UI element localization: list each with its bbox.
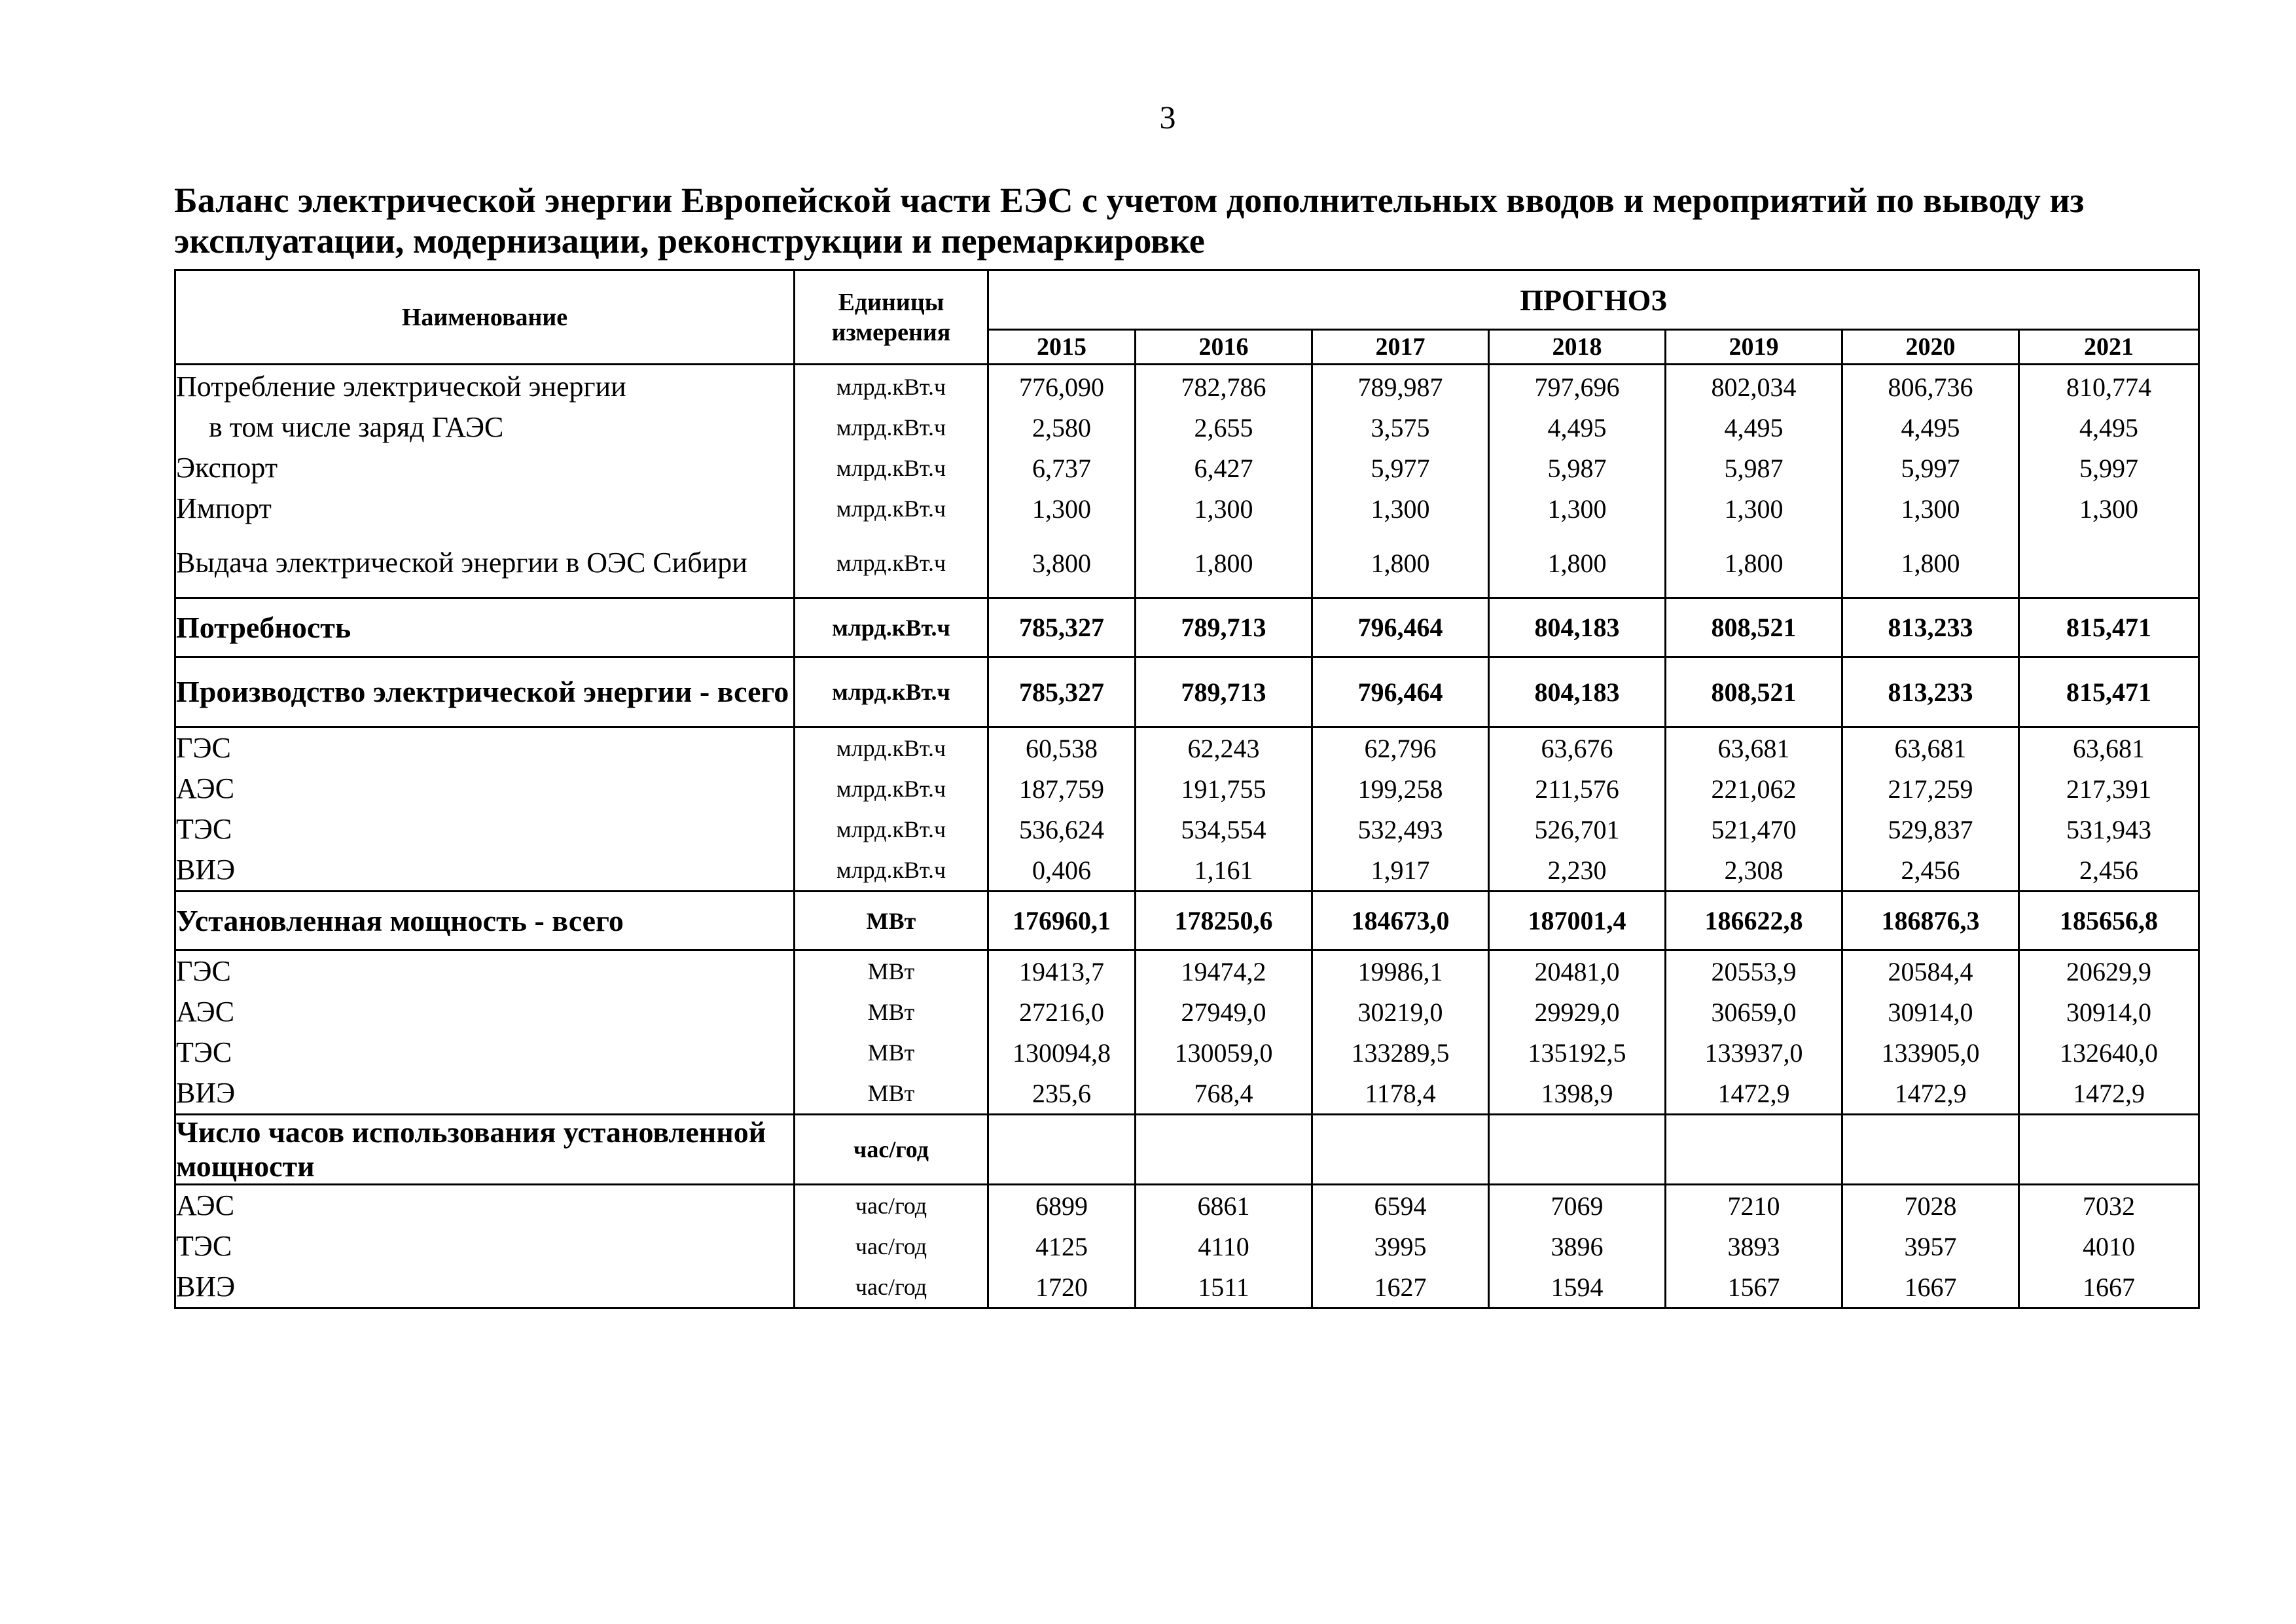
row-name: ТЭС [175,1032,795,1073]
value-cell: 199,258 [1312,768,1489,809]
value-cell: 789,713 [1136,657,1312,727]
value-cell: 19413,7 [988,950,1136,992]
row-name: АЭС [175,1185,795,1227]
table-row [175,598,2199,657]
value-cell: 1178,4 [1312,1073,1489,1115]
value-cell: 4,495 [1842,407,2019,448]
value-cell: 6594 [1312,1185,1489,1227]
value-cell: 20629,9 [2019,950,2199,992]
row-unit: МВт [795,992,988,1032]
value-cell: 5,977 [1312,448,1489,488]
table-row [175,1032,2199,1073]
value-cell: 3957 [1842,1226,2019,1267]
header-units: Единицы измерения [795,270,988,365]
table-row [175,850,2199,892]
value-cell: 782,786 [1136,365,1312,408]
value-cell: 4,495 [2019,407,2199,448]
value-cell: 785,327 [988,657,1136,727]
header-year: 2018 [1489,330,1666,365]
value-cell: 1,300 [1489,488,1666,529]
value-cell [2019,529,2199,598]
row-unit: млрд.кВт.ч [795,529,988,598]
value-cell: 532,493 [1312,809,1489,850]
value-cell: 217,391 [2019,768,2199,809]
value-cell: 187001,4 [1489,892,1666,950]
document-title: Баланс электрической энергии Европейской части ЕЭС с учетом дополнительных вводов и мероприятий по выводу из эксплуатации, модернизации, реконструкции и перемаркировке [174,181,2085,261]
value-cell: 187,759 [988,768,1136,809]
value-cell [1489,1115,1666,1185]
value-cell: 191,755 [1136,768,1312,809]
value-cell: 3893 [1666,1226,1842,1267]
row-unit: млрд.кВт.ч [795,768,988,809]
table-row [175,992,2199,1032]
header-forecast: ПРОГНОЗ [988,270,2199,330]
value-cell: 30219,0 [1312,992,1489,1032]
value-cell: 132640,0 [2019,1032,2199,1073]
value-cell: 789,987 [1312,365,1489,408]
value-cell: 20584,4 [1842,950,2019,992]
value-cell: 797,696 [1489,365,1666,408]
value-cell [2019,1115,2199,1185]
header-year: 2021 [2019,330,2199,365]
value-cell: 804,183 [1489,598,1666,657]
value-cell [1312,1115,1489,1185]
value-cell: 1,917 [1312,850,1489,892]
value-cell: 30914,0 [1842,992,2019,1032]
value-cell: 178250,6 [1136,892,1312,950]
value-cell: 1,300 [1842,488,2019,529]
value-cell: 130059,0 [1136,1032,1312,1073]
value-cell: 1,300 [988,488,1136,529]
value-cell: 20481,0 [1489,950,1666,992]
value-cell: 7032 [2019,1185,2199,1227]
table-row [175,950,2199,992]
value-cell: 529,837 [1842,809,2019,850]
value-cell: 1,800 [1666,529,1842,598]
row-unit: МВт [795,1032,988,1073]
value-cell: 27949,0 [1136,992,1312,1032]
value-cell: 526,701 [1489,809,1666,850]
table-row [175,1073,2199,1115]
value-cell: 789,713 [1136,598,1312,657]
value-cell [1666,1115,1842,1185]
row-name: в том числе заряд ГАЭС [175,407,795,448]
value-cell: 2,308 [1666,850,1842,892]
value-cell: 7069 [1489,1185,1666,1227]
table-row [175,1267,2199,1308]
table-row [175,892,2199,950]
row-unit: млрд.кВт.ч [795,407,988,448]
value-cell: 185656,8 [2019,892,2199,950]
value-cell: 785,327 [988,598,1136,657]
header-name: Наименование [175,270,795,365]
value-cell: 4010 [2019,1226,2199,1267]
energy-balance-table [174,269,2200,1309]
value-cell [1136,1115,1312,1185]
value-cell: 1,300 [1136,488,1312,529]
table-row [175,809,2199,850]
value-cell: 217,259 [1842,768,2019,809]
value-cell: 0,406 [988,850,1136,892]
value-cell: 62,243 [1136,727,1312,769]
value-cell: 5,987 [1489,448,1666,488]
value-cell: 63,681 [2019,727,2199,769]
row-unit: МВт [795,892,988,950]
value-cell: 768,4 [1136,1073,1312,1115]
value-cell: 30914,0 [2019,992,2199,1032]
value-cell: 815,471 [2019,598,2199,657]
value-cell: 1,161 [1136,850,1312,892]
value-cell: 813,233 [1842,657,2019,727]
value-cell: 2,456 [1842,850,2019,892]
row-unit: млрд.кВт.ч [795,598,988,657]
value-cell: 1,800 [1489,529,1666,598]
table-row [175,365,2199,408]
row-name: Выдача электрической энергии в ОЭС Сибири [175,529,795,598]
value-cell: 810,774 [2019,365,2199,408]
value-cell: 1472,9 [1666,1073,1842,1115]
row-name: АЭС [175,768,795,809]
row-name: Число часов использования установленной мощности [175,1115,795,1185]
value-cell: 235,6 [988,1073,1136,1115]
row-name: Импорт [175,488,795,529]
value-cell: 30659,0 [1666,992,1842,1032]
value-cell: 4125 [988,1226,1136,1267]
value-cell: 1,800 [1842,529,2019,598]
row-name: Потребность [175,598,795,657]
value-cell [988,1115,1136,1185]
table-row [175,657,2199,727]
row-unit: млрд.кВт.ч [795,488,988,529]
row-unit: млрд.кВт.ч [795,657,988,727]
row-unit: млрд.кВт.ч [795,850,988,892]
value-cell: 133289,5 [1312,1032,1489,1073]
value-cell: 6861 [1136,1185,1312,1227]
table-row [175,529,2199,598]
value-cell: 1472,9 [2019,1073,2199,1115]
header-year: 2016 [1136,330,1312,365]
table-row [175,727,2199,769]
value-cell: 1667 [2019,1267,2199,1308]
value-cell: 1720 [988,1267,1136,1308]
value-cell: 3896 [1489,1226,1666,1267]
value-cell [1842,1115,2019,1185]
value-cell: 1594 [1489,1267,1666,1308]
value-cell: 19986,1 [1312,950,1489,992]
value-cell: 7028 [1842,1185,2019,1227]
value-cell: 808,521 [1666,598,1842,657]
value-cell: 796,464 [1312,598,1489,657]
header-year: 2015 [988,330,1136,365]
value-cell: 221,062 [1666,768,1842,809]
value-cell: 62,796 [1312,727,1489,769]
row-unit: МВт [795,950,988,992]
value-cell: 4,495 [1666,407,1842,448]
row-unit: час/год [795,1185,988,1227]
value-cell: 63,676 [1489,727,1666,769]
row-unit: млрд.кВт.ч [795,448,988,488]
value-cell: 27216,0 [988,992,1136,1032]
value-cell: 6,427 [1136,448,1312,488]
row-unit: МВт [795,1073,988,1115]
value-cell: 19474,2 [1136,950,1312,992]
value-cell: 1398,9 [1489,1073,1666,1115]
row-name: ТЭС [175,809,795,850]
value-cell: 815,471 [2019,657,2199,727]
row-name: Экспорт [175,448,795,488]
value-cell: 133905,0 [1842,1032,2019,1073]
value-cell: 531,943 [2019,809,2199,850]
value-cell: 133937,0 [1666,1032,1842,1073]
row-unit: млрд.кВт.ч [795,365,988,408]
value-cell: 1,300 [1312,488,1489,529]
row-name: ВИЭ [175,1073,795,1115]
row-unit: млрд.кВт.ч [795,809,988,850]
value-cell: 5,987 [1666,448,1842,488]
value-cell: 6899 [988,1185,1136,1227]
header-year: 2017 [1312,330,1489,365]
table-row [175,1115,2199,1185]
row-name: Установленная мощность - всего [175,892,795,950]
value-cell: 29929,0 [1489,992,1666,1032]
value-cell: 1627 [1312,1267,1489,1308]
value-cell: 3,575 [1312,407,1489,448]
table-row [175,1185,2199,1227]
value-cell: 60,538 [988,727,1136,769]
row-name: ГЭС [175,950,795,992]
row-unit: млрд.кВт.ч [795,727,988,769]
value-cell: 5,997 [2019,448,2199,488]
table-row [175,768,2199,809]
value-cell: 1567 [1666,1267,1842,1308]
value-cell: 2,230 [1489,850,1666,892]
value-cell: 536,624 [988,809,1136,850]
value-cell: 806,736 [1842,365,2019,408]
page-number: 3 [1159,99,1176,135]
value-cell: 20553,9 [1666,950,1842,992]
value-cell: 2,580 [988,407,1136,448]
row-name: ГЭС [175,727,795,769]
value-cell: 3995 [1312,1226,1489,1267]
value-cell: 1,300 [1666,488,1842,529]
row-name: Потребление электрической энергии [175,365,795,408]
value-cell: 776,090 [988,365,1136,408]
value-cell: 2,456 [2019,850,2199,892]
value-cell: 534,554 [1136,809,1312,850]
value-cell: 1667 [1842,1267,2019,1308]
value-cell: 796,464 [1312,657,1489,727]
value-cell: 802,034 [1666,365,1842,408]
table-row [175,1226,2199,1267]
header-year: 2019 [1666,330,1842,365]
value-cell: 211,576 [1489,768,1666,809]
value-cell: 63,681 [1666,727,1842,769]
value-cell: 1,800 [1312,529,1489,598]
value-cell: 808,521 [1666,657,1842,727]
value-cell: 4,495 [1489,407,1666,448]
row-unit: час/год [795,1226,988,1267]
value-cell: 176960,1 [988,892,1136,950]
value-cell: 184673,0 [1312,892,1489,950]
value-cell: 186622,8 [1666,892,1842,950]
header-year: 2020 [1842,330,2019,365]
row-name: АЭС [175,992,795,1032]
value-cell: 4110 [1136,1226,1312,1267]
value-cell: 63,681 [1842,727,2019,769]
value-cell: 3,800 [988,529,1136,598]
table-row [175,488,2199,529]
value-cell: 135192,5 [1489,1032,1666,1073]
row-name: ВИЭ [175,850,795,892]
value-cell: 521,470 [1666,809,1842,850]
value-cell: 1,300 [2019,488,2199,529]
row-unit: час/год [795,1115,988,1185]
value-cell: 813,233 [1842,598,2019,657]
table-row [175,407,2199,448]
row-name: ТЭС [175,1226,795,1267]
row-unit: час/год [795,1267,988,1308]
value-cell: 1472,9 [1842,1073,2019,1115]
value-cell: 804,183 [1489,657,1666,727]
value-cell: 186876,3 [1842,892,2019,950]
value-cell: 1,800 [1136,529,1312,598]
value-cell: 7210 [1666,1185,1842,1227]
value-cell: 5,997 [1842,448,2019,488]
value-cell: 6,737 [988,448,1136,488]
row-name: ВИЭ [175,1267,795,1308]
value-cell: 2,655 [1136,407,1312,448]
table-row [175,448,2199,488]
value-cell: 130094,8 [988,1032,1136,1073]
value-cell: 1511 [1136,1267,1312,1308]
row-name: Производство электрической энергии - всего [175,657,795,727]
